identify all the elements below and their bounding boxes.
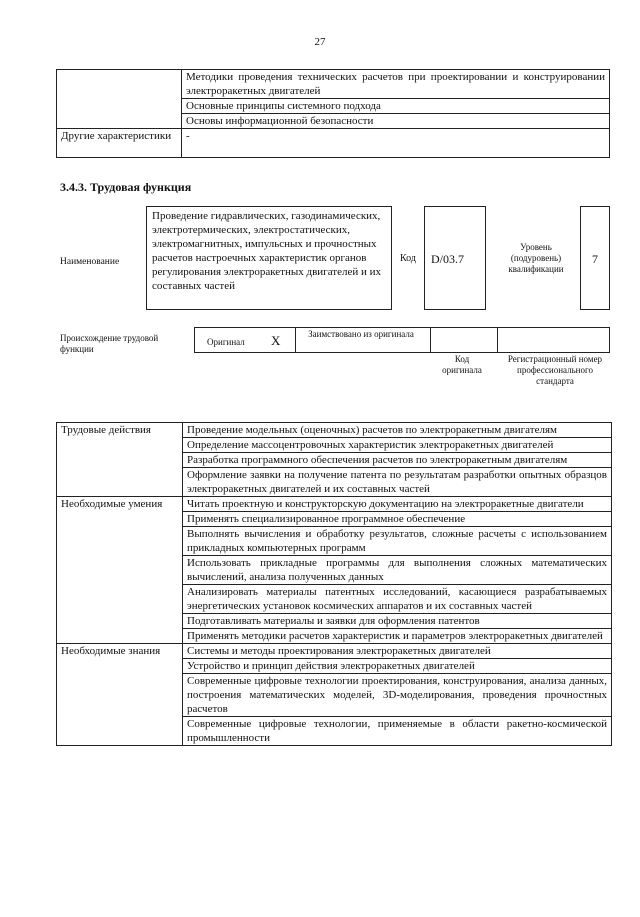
section-title: 3.4.3. Трудовая функция <box>60 180 192 194</box>
table-row <box>57 70 610 99</box>
name-label: Наименование <box>60 257 120 267</box>
origin-label: Происхождение трудовой функции <box>60 333 159 354</box>
table-cell: Методики проведения технических расчетов при проектировании и конструировании электроракетных двигателей <box>182 70 610 99</box>
table-cell: Основные принципы системного подхода <box>182 99 610 114</box>
level-value-box: 7 <box>580 206 610 310</box>
table-label-cell: Другие характеристики <box>57 129 182 158</box>
divider <box>430 327 431 353</box>
table-cell: - <box>182 129 610 158</box>
table-cell: Современные цифровые технологии проектирования, конструирования, анализа данных, построения математических моделей, 3D-моделирования, проведения прочностных расчетов <box>183 674 612 717</box>
divider <box>295 327 296 353</box>
table-row <box>57 644 612 659</box>
origin-row <box>194 327 610 353</box>
group-label: Необходимые умения <box>57 497 183 644</box>
table-cell: Проведение модельных (оценочных) расчетов по электроракетным двигателям <box>183 423 612 438</box>
group-label: Трудовые действия <box>57 423 183 497</box>
page-number: 27 <box>314 36 326 48</box>
table-cell: Применять специализированное программное обеспечение <box>183 512 612 527</box>
table-cell: Устройство и принцип действия электроракетных двигателей <box>183 659 612 674</box>
table-cell: Системы и методы проектирования электроракетных двигателей <box>183 644 612 659</box>
table-row <box>57 129 610 158</box>
table-cell: Современные цифровые технологии, применяемые в области ракетно-космической промышленности <box>183 717 612 746</box>
main-table <box>56 422 612 746</box>
reg-caption: Регистрационный номер профессионального стандарта <box>507 354 603 386</box>
divider <box>497 327 498 353</box>
table-cell: Анализировать материалы патентных исследований, касающиеся разрабатываемых энергетических установок космических аппаратов и их составных частей <box>183 585 612 614</box>
code-value-box: D/03.7 <box>424 206 486 310</box>
table-row <box>57 497 612 512</box>
table-cell: Читать проектную и конструкторскую документацию на электроракетные двигатели <box>183 497 612 512</box>
table-cell: Подготавливать материалы и заявки для оформления патентов <box>183 614 612 629</box>
top-table <box>56 69 610 158</box>
borrowed-label: Заимствовано из оригинала <box>308 329 414 339</box>
original-mark: X <box>271 333 281 348</box>
table-cell: Выполнять вычисления и обработку результатов, сложные расчеты с использованием прикладных компьютерных программ <box>183 527 612 556</box>
code-label: Код <box>400 253 416 264</box>
table-cell: Основы информационной безопасности <box>182 114 610 129</box>
table-cell: Оформление заявки на получение патента по результатам разработки опытных образцов электроракетных двигателей и их составных частей <box>183 468 612 497</box>
table-row <box>57 423 612 438</box>
code-caption: Код оригинала <box>442 354 482 375</box>
table-cell: Применять методики расчетов характеристик и параметров электроракетных двигателей <box>183 629 612 644</box>
level-label: Уровень (подуровень) квалификации <box>508 242 564 274</box>
function-name-box: Проведение гидравлических, газодинамических, электротермических, электростатических, электромагнитных, импульсных и прочностных расчетов настроечных характеристик органов регулирования электроракетных двигателей и их составных частей <box>146 206 392 310</box>
table-cell: Разработка программного обеспечения расчетов по электроракетным двигателям <box>183 453 612 468</box>
table-label-cell <box>57 70 182 129</box>
original-label: Оригинал <box>207 337 245 347</box>
group-label: Необходимые знания <box>57 644 183 746</box>
table-cell: Определение массоцентровочных характеристик электроракетных двигателей <box>183 438 612 453</box>
table-cell: Использовать прикладные программы для выполнения сложных математических вычислений, анализа полученных данных <box>183 556 612 585</box>
